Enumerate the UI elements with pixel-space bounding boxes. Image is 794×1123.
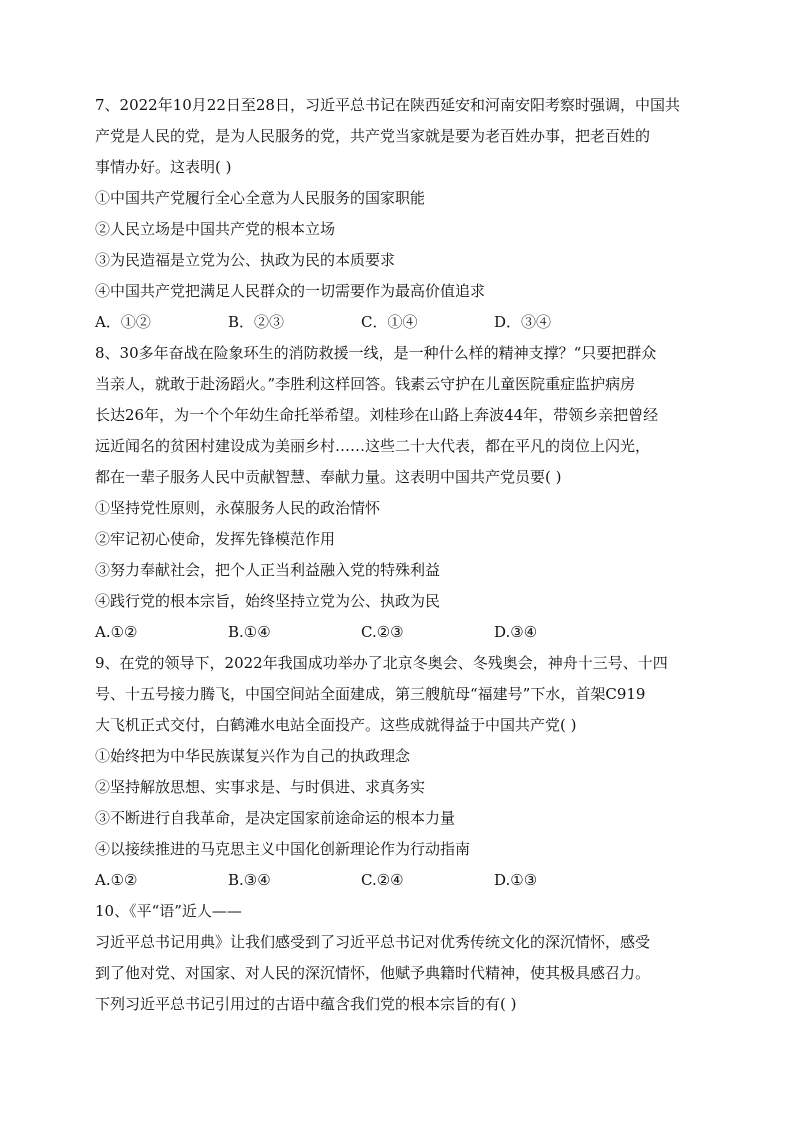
option-c: C．①④ [361,313,418,331]
question-stem-line: 当亲人，就敢于赴汤蹈火。”李胜利这样回答。钱素云守护在儿童医院重症监护病房 [95,375,636,393]
option-d: D.①③ [494,871,538,889]
statement: ①始终把为中华民族谋复兴作为自己的执政理念 [95,747,411,765]
statement: ②牢记初心使命，发挥先锋模范作用 [95,530,336,548]
question-stem-line: 9、在党的领导下，2022年我国成功举办了北京冬奥会、冬残奥会，神舟十三号、十四 [95,654,668,672]
option-d: D．③④ [494,313,552,331]
question-stem-line: 8、30多年奋战在险象环生的消防救援一线，是一种什么样的精神支撑？“只要把群众 [95,344,657,362]
question-stem-line: 习近平总书记用典》让我们感受到了习近平总书记对优秀传统文化的深沉情怀，感受 [95,933,651,951]
statement: ④以接续推进的马克思主义中国化创新理论作为行动指南 [95,840,471,858]
question-stem-line: 到了他对党、对国家、对人民的深沉情怀，他赋予典籍时代精神，使其极具感召力。 [95,964,651,982]
statement: ③努力奉献社会，把个人正当利益融入党的特殊利益 [95,561,441,579]
option-a: A．①② [95,313,151,331]
option-b: B．②③ [228,313,285,331]
option-a: A.①② [95,871,138,889]
option-a: A.①② [95,623,138,641]
statement: ③为民造福是立党为公、执政为民的本质要求 [95,251,396,269]
question-stem-line: 7、2022年10月22日至28日，习近平总书记在陕西延安和河南安阳考察时强调，中国共 [95,96,680,114]
option-c: C.②③ [361,623,404,641]
question-stem-line: 大飞机正式交付，白鹤滩水电站全面投产。这些成就得益于中国共产党( ) [95,716,577,734]
answer-options [95,617,705,648]
question-10 [95,896,705,1020]
question-stem-line: 号、十五号接力腾飞，中国空间站全面建成，第三艘航母“福建号”下水，首架C919 [95,685,646,703]
statement: ②坚持解放思想、实事求是、与时俱进、求真务实 [95,778,426,796]
statement: ②人民立场是中国共产党的根本立场 [95,220,336,238]
option-b: B.③④ [228,871,271,889]
question-stem-line: 远近闻名的贫困村建设成为美丽乡村……这些二十大代表，都在平凡的岗位上闪光， [95,437,651,455]
question-stem-line: 长达26年，为一个个年幼生命托举希望。刘桂珍在山路上奔波44年，带领乡亲把曾经 [95,406,659,424]
statement: ④践行党的根本宗旨，始终坚持立党为公、执政为民 [95,592,441,610]
question-stem-line: 下列习近平总书记引用过的古语中蕴含我们党的根本宗旨的有( ) [95,995,517,1013]
statement: ③不断进行自我革命，是决定国家前途命运的根本力量 [95,809,456,827]
question-7 [95,90,705,338]
answer-options [95,307,705,338]
question-stem-line: 10、《平“语”近人—— [95,902,242,920]
answer-options [95,865,705,896]
question-9 [95,648,705,896]
question-stem-line: 产党是人民的党，是为人民服务的党，共产党当家就是要为老百姓办事，把老百姓的 [95,127,651,145]
option-c: C.②④ [361,871,404,889]
question-stem-line: 事情办好。这表明( ) [95,158,232,176]
option-b: B.①④ [228,623,271,641]
option-d: D.③④ [494,623,538,641]
statement: ④中国共产党把满足人民群众的一切需要作为最高价值追求 [95,282,486,300]
statement: ①坚持党性原则，永葆服务人民的政治情怀 [95,499,381,517]
exam-page [95,90,705,1020]
question-8 [95,338,705,648]
question-stem-line: 都在一辈子服务人民中贡献智慧、奉献力量。这表明中国共产党员要( ) [95,468,562,486]
statement: ①中国共产党履行全心全意为人民服务的国家职能 [95,189,426,207]
